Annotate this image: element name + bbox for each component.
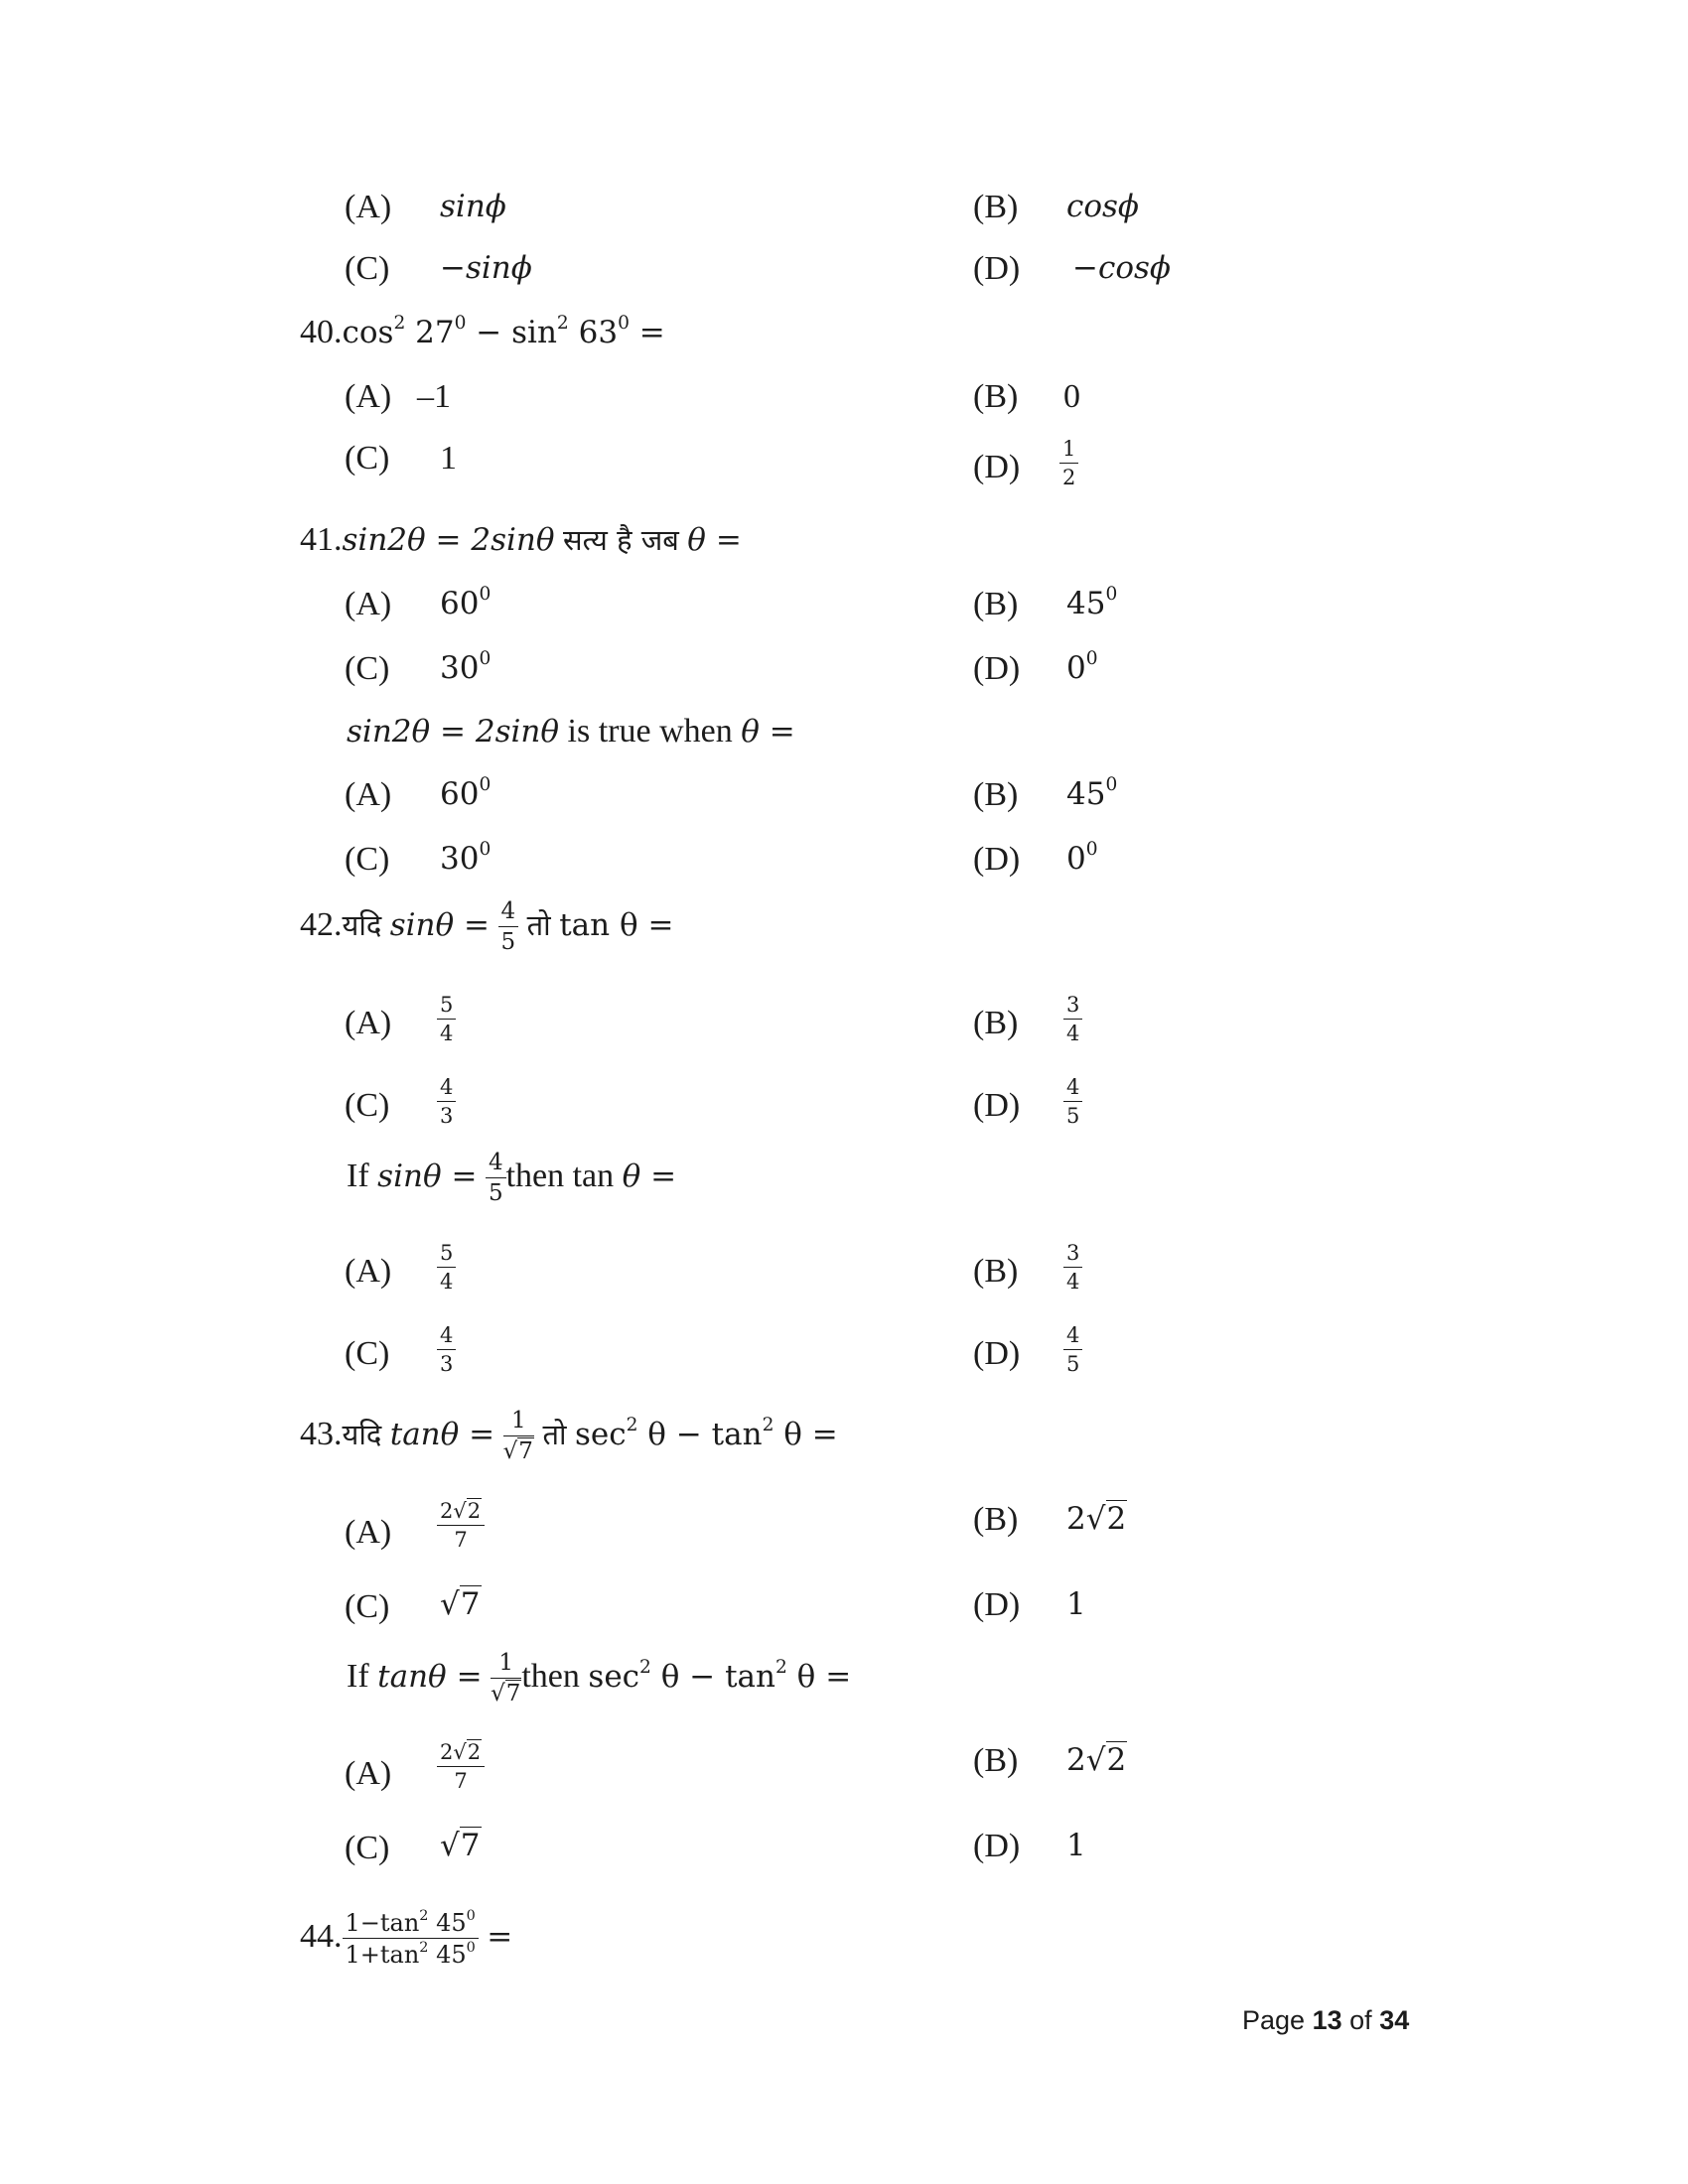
q42-question-english: If sinθ = $\frac{4}{5}$ then tan θ = (347, 1150, 677, 1206)
q43-hi-option-c-value: √7 (440, 1586, 481, 1622)
q40-option-a-value: –1 (417, 378, 451, 415)
q39-option-b-value: cosϕ (1066, 189, 1140, 224)
q42-en-option-d-label: (D) (973, 1335, 1021, 1372)
q43-hi-option-b-value: 2√2 (1066, 1501, 1127, 1537)
q41-hi-option-b-value: $45^0$ (1066, 584, 1118, 621)
q43-hi-option-d-value: 1 (1066, 1586, 1086, 1622)
page-number: Page 13 of 34 (1242, 2005, 1410, 2035)
q41-en-option-c-label: (C) (345, 841, 390, 878)
q39-option-c-label: (C) (345, 250, 390, 287)
q42-en-option-d-fraction: $\frac{4}{5}$ (1063, 1325, 1082, 1375)
q42-hi-option-d-label: (D) (973, 1087, 1021, 1124)
q42-question-hindi: 42.यदि sinθ = $\frac{4}{5}$ तो tan θ = (300, 898, 674, 955)
q40-number: 40. (300, 314, 343, 350)
q41-question-hindi: 41.sin2θ = 2sinθ सत्य है जब θ = (300, 521, 742, 558)
q41-en-option-a-label: (A) (345, 776, 392, 813)
q41-question-english: sin2θ = 2sinθ is true when θ = (347, 713, 795, 750)
q41-hi-option-d-value: $0^0$ (1066, 648, 1098, 686)
q42-hi-option-a-fraction: $\frac{5}{4}$ (437, 995, 456, 1044)
q43-en-option-c-value: √7 (440, 1828, 481, 1863)
q40-option-c-label: (C) (345, 440, 390, 477)
q43-en-option-a-fraction: $\frac{2√2}{7}$ (437, 1742, 485, 1792)
q41-hi-option-b-label: (B) (973, 586, 1019, 622)
q41-hi-option-a-value: $60^0$ (440, 584, 492, 621)
q43-hi-option-a-fraction: $\frac{2√2}{7}$ (437, 1501, 485, 1551)
q42-en-option-b-fraction: $\frac{3}{4}$ (1063, 1243, 1082, 1293)
q43-en-option-b-value: 2√2 (1066, 1742, 1127, 1778)
q40-question (300, 314, 665, 351)
q42-en-option-a-fraction: $\frac{5}{4}$ (437, 1243, 456, 1293)
q43-en-option-a-label: (A) (345, 1755, 392, 1792)
q42-hi-option-c-label: (C) (345, 1087, 390, 1124)
q43-en-option-c-label: (C) (345, 1830, 390, 1866)
q41-hi-option-a-label: (A) (345, 586, 392, 622)
q41-en-option-d-value: $0^0$ (1066, 839, 1098, 877)
q39-option-a-label: (A) (345, 189, 392, 225)
q41-en-option-b-value: $45^0$ (1066, 774, 1118, 812)
q43-hi-option-d-label: (D) (973, 1586, 1021, 1623)
q42-en-option-c-fraction: $\frac{4}{3}$ (437, 1325, 456, 1375)
q42-en-option-b-label: (B) (973, 1253, 1019, 1290)
q43-en-option-d-label: (D) (973, 1828, 1021, 1864)
q40-cos: $\cos^2 27^0 - \sin^2 63^0$ = (342, 313, 665, 350)
q42-en-option-a-label: (A) (345, 1253, 392, 1290)
q39-option-c-value: −sinϕ (440, 250, 532, 286)
q40-option-b-label: (B) (973, 378, 1019, 415)
q41-hi-option-c-value: $30^0$ (440, 648, 492, 686)
q42-hi-option-c-fraction: $\frac{4}{3}$ (437, 1077, 456, 1127)
q39-option-b-label: (B) (973, 189, 1019, 225)
q39-option-d-value: −cosϕ (1072, 250, 1172, 286)
q41-en-option-a-value: $60^0$ (440, 774, 492, 812)
q40-option-b-value: 0 (1063, 378, 1080, 415)
q43-en-option-d-value: 1 (1066, 1828, 1086, 1863)
q42-hi-option-a-label: (A) (345, 1005, 392, 1041)
q40-option-a-label: (A) (345, 378, 392, 415)
q40-option-c-value: 1 (440, 440, 457, 477)
q43-hi-option-a-label: (A) (345, 1514, 392, 1551)
q40-option-d-fraction: $\frac{1}{2}$ (1059, 439, 1078, 488)
q41-hi-option-c-label: (C) (345, 650, 390, 687)
q43-question-hindi: 43.यदि tanθ = $\frac{1}{√7}$ तो $\sec^2 \theta - \tan^2 \theta$ = (300, 1408, 838, 1464)
q40-option-d-label: (D) (973, 449, 1021, 485)
q42-hi-option-b-label: (B) (973, 1005, 1019, 1041)
q41-hi-option-d-label: (D) (973, 650, 1021, 687)
q44-question: 44. $\frac{1-\tan^2 45^0}{1+\tan^2 45^0}$ = (300, 1908, 513, 1969)
q39-option-a-value: sinϕ (440, 189, 506, 224)
q43-question-english: If tanθ = $\frac{1}{√7}$ then $\sec^2 \theta - \tan^2 \theta$ = (347, 1650, 852, 1706)
q39-option-d-label: (D) (973, 250, 1021, 287)
q42-hi-option-d-fraction: $\frac{4}{5}$ (1063, 1077, 1082, 1127)
q42-en-option-c-label: (C) (345, 1335, 390, 1372)
q41-en-option-b-label: (B) (973, 776, 1019, 813)
q41-en-option-c-value: $30^0$ (440, 839, 492, 877)
q43-en-option-b-label: (B) (973, 1742, 1019, 1779)
q42-hi-option-b-fraction: $\frac{3}{4}$ (1063, 995, 1082, 1044)
q43-hi-option-b-label: (B) (973, 1501, 1019, 1538)
q43-hi-option-c-label: (C) (345, 1588, 390, 1625)
q41-en-option-d-label: (D) (973, 841, 1021, 878)
